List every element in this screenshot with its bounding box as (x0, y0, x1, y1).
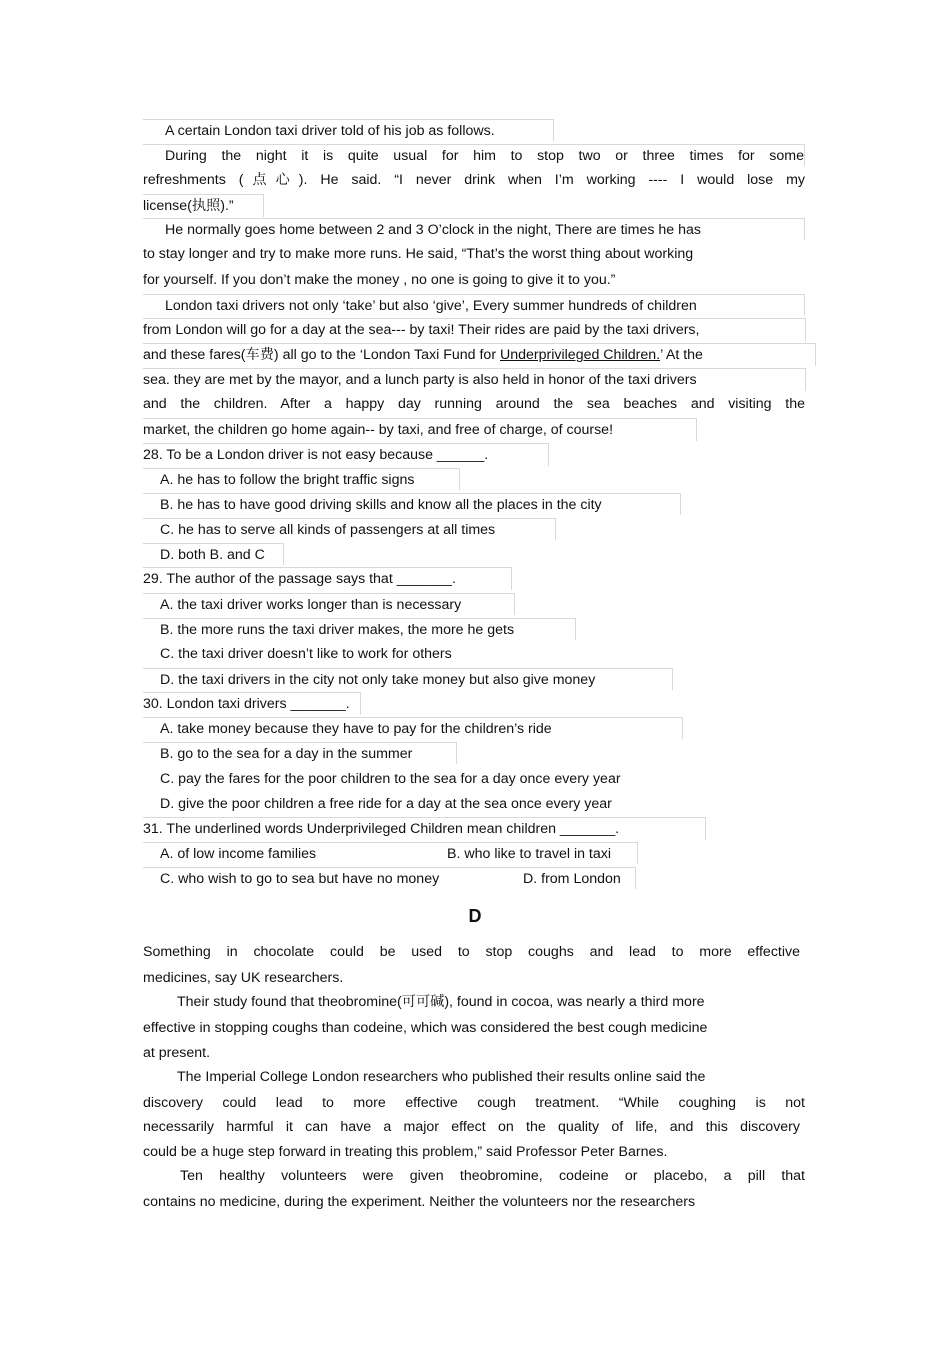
answer-option: D. give the poor children a free ride for a day at the sea once every year (160, 796, 612, 812)
passage-line: Their study found that theobromine(可可碱), found in cocoa, was nearly a third more (177, 994, 705, 1010)
passage-text: and these fares(车费) all go to the ‘London Taxi Fund for (143, 347, 500, 363)
passage-line: effective in stopping coughs than codeine, which was considered the best cough medicine (143, 1020, 708, 1036)
passage-line: discovery could lead to more effective cough treatment. “While coughing is not (143, 1095, 805, 1111)
answer-option: D. the taxi drivers in the city not only take money but also give money (143, 668, 673, 690)
passage-line: market, the children go home again-- by taxi, and free of charge, of course! (143, 418, 697, 441)
passage-line: Something in chocolate could be used to stop coughs and lead to more effective (143, 944, 800, 960)
passage-line: medicines, say UK researchers. (143, 970, 344, 986)
passage-line: Ten healthy volunteers were given theobromine, codeine or placebo, a pill that (180, 1168, 805, 1184)
passage-line: During the night it is quite usual for him to stop two or three times for some (143, 144, 805, 166)
passage-line: and the children. After a happy day running around the sea beaches and visiting the (143, 396, 805, 412)
passage-line: could be a huge step forward in treating this problem,” said Professor Peter Barnes. (143, 1144, 668, 1160)
passage-line: to stay longer and try to make more runs. He said, “That’s the worst thing about working (143, 246, 694, 262)
question-stem: 29. The author of the passage says that _______. (143, 567, 512, 590)
answer-option: A. of low income families (160, 846, 317, 862)
answer-option: C. who wish to go to sea but have no money (160, 871, 440, 887)
underlined-phrase: Underprivileged Children. (500, 347, 661, 363)
answer-option: B. he has to have good driving skills and know all the places in the city (143, 493, 681, 515)
answer-option: A. take money because they have to pay for the children’s ride (143, 717, 683, 739)
answer-option: D. from London (523, 871, 621, 887)
passage-line: necessarily harmful it can have a major effect on the quality of life, and this discovery (143, 1119, 800, 1135)
answer-option: B. go to the sea for a day in the summer (143, 742, 457, 764)
answer-option-row (143, 842, 638, 864)
passage-line: contains no medicine, during the experiment. Neither the volunteers nor the researchers (143, 1194, 696, 1210)
passage-line (143, 343, 816, 366)
answer-option: B. who like to travel in taxi (447, 846, 612, 862)
answer-option: A. the taxi driver works longer than is necessary (143, 593, 515, 615)
answer-option: C. he has to serve all kinds of passengers at all times (143, 518, 556, 540)
section-heading: D (468, 906, 482, 926)
passage-line: sea. they are met by the mayor, and a lunch party is also held in honor of the taxi drivers (143, 368, 806, 391)
passage-text: ’ At the (660, 347, 703, 363)
answer-option-row (143, 867, 636, 889)
passage-line: A certain London taxi driver told of his job as follows. (143, 119, 554, 141)
passage-line: license(执照).” (143, 194, 264, 217)
passage-line: at present. (143, 1045, 211, 1061)
answer-option: A. he has to follow the bright traffic signs (143, 468, 460, 490)
answer-option: D. both B. and C (143, 543, 284, 565)
answer-option: B. the more runs the taxi driver makes, the more he gets (143, 618, 576, 640)
answer-option: C. the taxi driver doesn’t like to work for others (160, 646, 452, 662)
answer-option: C. pay the fares for the poor children to the sea for a day once every year (160, 771, 621, 787)
passage-line: for yourself. If you don’t make the money , no one is going to give it to you.” (143, 272, 616, 288)
passage-line: The Imperial College London researchers who published their results online said the (177, 1069, 706, 1085)
question-stem: 28. To be a London driver is not easy because ______. (143, 443, 549, 466)
passage-line: from London will go for a day at the sea--- by taxi! Their rides are paid by the taxi drivers, (143, 318, 806, 341)
passage-line: refreshments (点心). He said. “I never drink when I’m working ---- I would lose my (143, 172, 805, 188)
question-stem: 31. The underlined words Underprivileged Children mean children _______. (143, 817, 706, 840)
question-stem: 30. London taxi drivers _______. (143, 692, 361, 715)
passage-line: He normally goes home between 2 and 3 O’clock in the night, There are times he has (143, 218, 805, 240)
passage-line: London taxi drivers not only ‘take’ but also ‘give’, Every summer hundreds of children (143, 294, 805, 316)
